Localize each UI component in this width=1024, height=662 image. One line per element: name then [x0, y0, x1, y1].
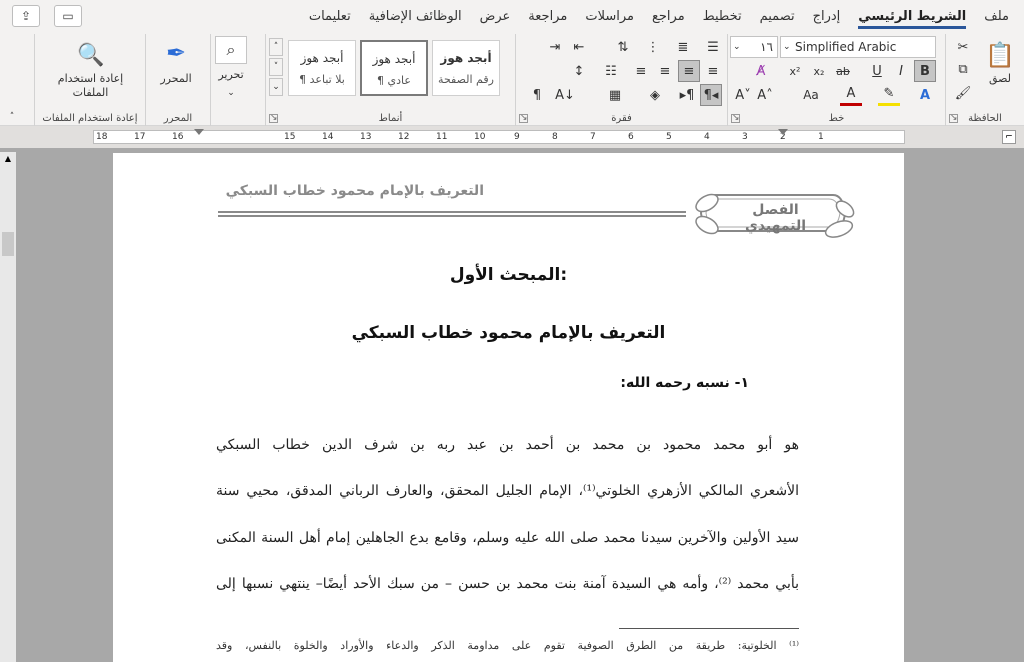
style-normal[interactable]: [360, 40, 428, 96]
ruler-number: 16: [172, 132, 184, 142]
chapter-badge-text: الفصل التمهيدي: [744, 202, 807, 234]
font-name-combo[interactable]: [780, 36, 936, 58]
style-normal-main: أبجد هوز: [372, 52, 416, 66]
superscript-button[interactable]: x²: [789, 64, 801, 78]
ribbon: [0, 34, 1024, 126]
rtl-direction-icon[interactable]: ¶◂: [700, 84, 722, 106]
share-icon[interactable]: ⇪: [12, 5, 40, 27]
header-divider: [218, 211, 686, 213]
ruler-number: 6: [628, 132, 634, 142]
ruler-bar: [0, 126, 1024, 148]
style-no-spacing-main: أبجد هوز: [300, 51, 344, 65]
header-divider: [218, 215, 686, 217]
right-indent-marker[interactable]: [778, 129, 788, 135]
subsection-heading: ١- نسبه رحمه الله:: [620, 375, 749, 391]
tab-mailings[interactable]: مراسلات: [585, 9, 634, 24]
document-page[interactable]: [113, 153, 904, 662]
ruler-number: 7: [590, 132, 596, 142]
ruler-number: 18: [96, 132, 108, 142]
chevron-down-icon[interactable]: ⌄: [227, 88, 235, 98]
paragraph-group: [515, 34, 727, 126]
style-no-spacing-sub: ¶ بلا تباعد: [299, 73, 345, 86]
footnote-text: ⁽¹⁾ الخلوتية: طريقة من الطرق الصوفية تقوم على مداومة الذكر والدعاء والأوراد والخلوة بالنفس، وقد: [216, 639, 799, 652]
increase-indent-icon[interactable]: ⇥: [549, 39, 561, 55]
styles-launcher-icon[interactable]: ↘: [270, 113, 278, 123]
paste-icon[interactable]: 📋: [985, 41, 1015, 69]
editor-group: [145, 34, 210, 126]
font-color-icon[interactable]: A: [840, 84, 862, 106]
style-no-spacing[interactable]: [288, 40, 356, 96]
multilevel-list-icon[interactable]: ⋮: [646, 39, 660, 55]
shrink-font-icon[interactable]: A˅: [735, 87, 751, 103]
ruler-number: 1: [818, 132, 824, 142]
clipboard-launcher-icon[interactable]: ↘: [950, 113, 958, 123]
editor-group-label: المحرر: [163, 113, 193, 124]
ruler-number: 11: [436, 132, 448, 142]
italic-button[interactable]: I: [899, 63, 903, 79]
paste-label[interactable]: لصق: [988, 72, 1012, 85]
borders-icon[interactable]: ▦: [608, 87, 622, 103]
align-left-icon[interactable]: ≡: [635, 63, 647, 79]
ruler-number: 12: [398, 132, 410, 142]
paragraph-launcher-icon[interactable]: ↘: [520, 113, 528, 123]
ruler-number: 4: [704, 132, 710, 142]
ruler-number: 17: [134, 132, 146, 142]
section-title: التعريف بالإمام محمود خطاب السبكي: [351, 323, 666, 343]
styles-group: [265, 34, 515, 126]
editor-pen-icon[interactable]: ✒: [165, 39, 187, 67]
tab-addins[interactable]: الوظائف الإضافية: [368, 9, 462, 24]
shading-icon[interactable]: ◈: [650, 87, 660, 103]
clipboard-group-label: الحافظة: [968, 113, 1002, 124]
clipboard-group: [945, 34, 1024, 126]
ruler-number: 10: [474, 132, 486, 142]
vertical-scrollbar[interactable]: [0, 152, 16, 662]
scroll-up-icon[interactable]: ▲: [4, 154, 12, 163]
font-group-label: خط: [828, 113, 845, 124]
sort-list-icon[interactable]: ⇅: [617, 39, 629, 55]
style-page-number-sub: رقم الصفحة: [438, 73, 494, 86]
styles-scroll-down-icon[interactable]: ˅: [269, 58, 283, 76]
tab-review[interactable]: مراجعة: [528, 9, 568, 24]
font-size-value: ١٦: [760, 40, 773, 54]
ruler-number: 8: [552, 132, 558, 142]
font-size-combo[interactable]: [730, 36, 778, 58]
ruler-number: 9: [514, 132, 520, 142]
horizontal-ruler[interactable]: [93, 130, 905, 144]
ruler-number: 2: [780, 132, 786, 142]
reuse-label-line2[interactable]: الملفات: [72, 86, 109, 99]
styles-scroll-up-icon[interactable]: ˄: [269, 38, 283, 56]
section-heading: المبحث الأول:: [449, 265, 568, 285]
editor-label[interactable]: المحرر: [160, 72, 192, 85]
cut-icon[interactable]: ✂: [957, 39, 969, 55]
body-text-line: هو أبو محمد محمود بن محمد بن أحمد بن عبد ربه بن شرف الدين خطاب السبكي: [216, 437, 799, 453]
numbering-icon[interactable]: ≣: [677, 39, 689, 55]
reuse-label-line1[interactable]: إعادة استخدام: [57, 72, 124, 85]
footnote-separator: [619, 628, 799, 629]
chevron-down-icon: ⌄: [733, 42, 741, 52]
highlight-icon[interactable]: ✎: [878, 84, 900, 106]
tab-layout[interactable]: تخطيط: [702, 9, 742, 24]
header-title: التعريف بالإمام محمود خطاب السبكي: [225, 183, 484, 199]
strikethrough-button[interactable]: ab: [836, 64, 850, 78]
clear-formatting-icon[interactable]: A̸: [756, 63, 766, 79]
style-page-number-main: أبجد هوز: [440, 51, 492, 65]
ruler-number: 5: [666, 132, 672, 142]
tab-design[interactable]: تصميم: [759, 9, 795, 24]
copy-icon[interactable]: ⧉: [958, 61, 968, 77]
show-marks-icon[interactable]: ¶: [532, 87, 542, 103]
reuse-files-icon[interactable]: 🔍: [77, 42, 105, 68]
styles-more-icon[interactable]: ⌄: [269, 78, 283, 96]
format-painter-icon[interactable]: 🖌: [954, 85, 972, 101]
styles-group-label: أنماط: [378, 113, 403, 124]
align-center-icon[interactable]: ≡: [659, 63, 671, 79]
font-name-value: Simplified Arabic: [795, 40, 897, 54]
tab-home[interactable]: الشريط الرئيسي: [849, 0, 975, 34]
justify-icon[interactable]: ≡: [678, 60, 700, 82]
ruler-number: 13: [360, 132, 372, 142]
style-normal-sub: ¶ عادي: [377, 74, 411, 87]
line-spacing-icon[interactable]: ↕: [573, 63, 585, 79]
body-text-line: الأشعري المالكي الأزهري الخلوتي⁽¹⁾، الإمام الجليل المحقق، والعارف الرباني المدقق، محيي سنة: [216, 483, 799, 499]
paragraph-group-label: فقرة: [611, 113, 632, 124]
scroll-thumb[interactable]: [2, 232, 14, 256]
editing-label[interactable]: تحرير: [218, 68, 244, 81]
sort-icon[interactable]: A↓: [555, 87, 575, 103]
collapse-ribbon-icon[interactable]: ˄: [9, 112, 15, 122]
font-launcher-icon[interactable]: ↘: [732, 113, 740, 123]
tab-file[interactable]: ملف: [984, 9, 1009, 24]
distributed-icon[interactable]: ☷: [605, 63, 617, 79]
body-text-line: سيد الأولين والآخرين سيدنا محمد صلى الله عليه وسلم، وقامع بدع الجاهلين إمام أهل السنة المكنى: [216, 530, 799, 546]
change-case-icon[interactable]: Aa: [803, 88, 819, 102]
text-effects-icon[interactable]: A: [919, 87, 931, 103]
chevron-down-icon: ⌄: [783, 42, 791, 52]
align-right-icon[interactable]: ≡: [707, 63, 719, 79]
ruler-number: 14: [322, 132, 334, 142]
tab-view[interactable]: عرض: [479, 9, 511, 24]
reuse-group-label: إعادة استخدام الملفات: [42, 113, 138, 124]
body-text-line: بأبي محمد ⁽²⁾، وأمه هي السيدة آمنة بنت محمد بن حسن – من سبك الأحد أيضًا– ينتهي نسبها إلى: [216, 576, 799, 592]
left-indent-marker[interactable]: [194, 129, 204, 135]
reuse-files-group: [34, 34, 145, 126]
tab-help[interactable]: تعليمات: [308, 9, 351, 24]
chapter-badge: [693, 189, 858, 239]
ribbon-tabs: [0, 0, 1024, 34]
tab-selector-icon[interactable]: ⌐: [1002, 130, 1016, 144]
editing-group: [210, 34, 265, 126]
bold-button[interactable]: B: [914, 60, 936, 82]
decrease-indent-icon[interactable]: ⇤: [573, 39, 585, 55]
tab-insert[interactable]: إدراج: [812, 9, 841, 24]
ruler-number: 15: [284, 132, 296, 142]
tab-references[interactable]: مراجع: [651, 9, 685, 24]
bullets-icon[interactable]: ☰: [707, 39, 719, 55]
comments-icon[interactable]: ▭: [54, 5, 82, 27]
grow-font-icon[interactable]: A˄: [757, 87, 773, 103]
search-icon[interactable]: ⌕: [215, 36, 247, 64]
underline-button[interactable]: U: [872, 63, 882, 79]
subscript-button[interactable]: x₂: [813, 64, 825, 78]
font-group: [727, 34, 945, 126]
ruler-number: 3: [742, 132, 748, 142]
ltr-direction-icon[interactable]: ▸¶: [679, 87, 695, 103]
style-page-number[interactable]: [432, 40, 500, 96]
